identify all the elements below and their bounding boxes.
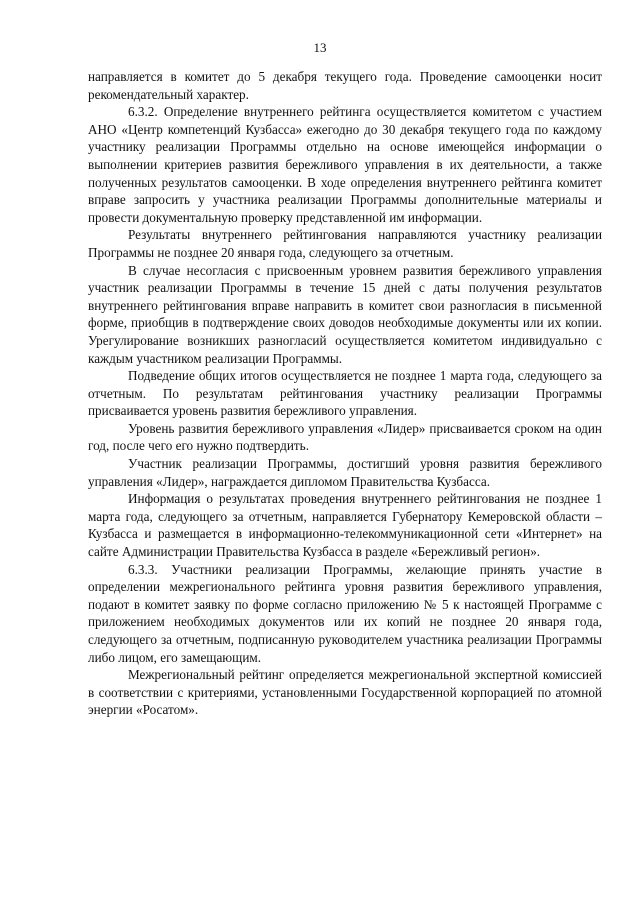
paragraph-disagreement: В случае несогласия с присвоенным уровнем развития бережливого управления участник реализации Программы в течение 15 дней с даты получения результатов внутреннего рейтингования вправе направить в комитет свои разногласия в письменной форме, приобщив в подтверждение своих доводов необходимые документы или их копии. Урегулирование возникших разногласий осуществляется комитетом индивидуально с каждым участником реализации Программы. [88, 262, 602, 366]
page-number: 13 [313, 40, 327, 55]
paragraph-interregional: Межрегиональный рейтинг определяется межрегиональной экспертной комиссией в соответствии с критериями, установленными Государственной корпорацией по атомной энергии «Росатом». [88, 667, 602, 718]
paragraph-6-3-3: 6.3.3. Участники реализации Программы, желающие принять участие в определении межрегионального рейтинга уровня развития бережливого управления, подают в комитет заявку по форме согласно приложению № 5 к настоящей Программе с приложением необходимых документов или их копий не позднее 20 января года, следующего за отчетным, подписанную руководителем участника реализации Программы либо лицом, его замещающим. [88, 561, 602, 665]
paragraph-continuation: направляется в комитет до 5 декабря текущего года. Проведение самооценки носит рекомендательный характер. [88, 69, 602, 102]
document-body [88, 68, 602, 719]
paragraph-results: Результаты внутреннего рейтингования направляются участнику реализации Программы не позднее 20 января года, следующего за отчетным. [88, 227, 602, 260]
paragraph-information: Информация о результатах проведения внутреннего рейтингования не позднее 1 марта года, следующего за отчетным, направляется Губернатору Кемеровской области – Кузбасса и размещается в информационно-телекоммуникационной сети «Интернет» на сайте Администрации Правительства Кузбасса в разделе «Бережливый регион». [88, 491, 602, 560]
paragraph-summary: Подведение общих итогов осуществляется не позднее 1 марта года, следующего за отчетным. По результатам рейтингования участнику реализации Программы присваивается уровень развития бережливого управления. [88, 368, 602, 419]
paragraph-leader-diploma: Участник реализации Программы, достигший уровня развития бережливого управления «Лидер», награждается дипломом Правительства Кузбасса. [88, 456, 602, 489]
paragraph-6-3-2: 6.3.2. Определение внутреннего рейтинга осуществляется комитетом с участием АНО «Центр компетенций Кузбасса» ежегодно до 30 декабря текущего года по каждому участнику реализации Программы отдельно на основе имеющейся информации о выполнении критериев развития бережливого управления в их деятельности, а также полученных результатов самооценки. В ходе определения внутреннего рейтинга комитет вправе запросить у участника реализации Программы дополнительные материалы и провести документальную проверку представленной им информации. [88, 104, 602, 225]
paragraph-leader-level: Уровень развития бережливого управления «Лидер» присваивается сроком на один год, после чего его нужно подтвердить. [88, 420, 602, 454]
